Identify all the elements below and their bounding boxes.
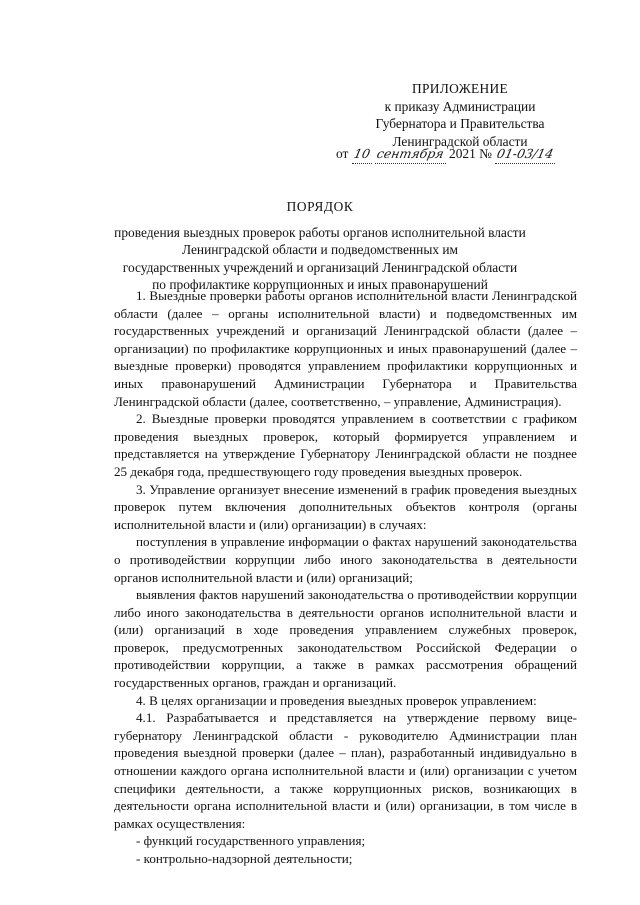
- paragraph-3: 3. Управление организует внесение изменений в график проведения выездных проверок путем включения дополнительных объектов контроля (органы исполнительной власти и (или) организации) в случаях:: [114, 481, 577, 532]
- date-month: сентября: [375, 145, 446, 164]
- paragraph-3-case-1: поступления в управление информации о фактах нарушений законодательства о противодействии коррупции либо иного законодательства в деятельности органов исполнительной власти и (или) организаций;: [114, 534, 577, 585]
- heading-line: государственных учреждений и организаций Ленинградской области: [122, 259, 518, 275]
- heading-line: по профилактике коррупционных и иных правонарушений: [152, 277, 488, 292]
- date-day: 10: [352, 145, 372, 164]
- date-prefix: от: [336, 146, 349, 161]
- appendix-title: ПРИЛОЖЕНИЕ: [412, 81, 508, 96]
- paragraph-4-1: 4.1. Разрабатывается и представляется на утверждение первому вице-губернатору Ленинградской области - руководителю Администрации план проведения выездной проверки (далее – план), разработанный индивидуально в отношении каждого органа исполнительной власти и (или) организации с учетом специфики деятельности, а также коррупционных рисков, возникающих в деятельности органа исполнительной власти и (или) организации, в том числе в рамках осуществления:: [114, 710, 577, 831]
- appendix-block: [330, 80, 590, 150]
- appendix-date-line: [336, 145, 555, 164]
- heading-line: Ленинградской области и подведомственных им: [182, 242, 458, 257]
- date-year: 2021 №: [449, 146, 492, 161]
- heading-line: проведения выездных проверок работы органов исполнительной власти: [114, 224, 526, 240]
- list-item: - контрольно-надзорной деятельности;: [136, 851, 353, 866]
- paragraph-1: 1. Выездные проверки работы органов исполнительной власти Ленинградской области (далее – органы исполнительной власти) и подведомственных им государственных учреждений и организаций Ленинградской области (далее – организации) по профилактике коррупционных и иных правонарушений (далее – выездные проверки) проводятся управлением профилактики коррупционных и иных правонарушений Администрации Губернатора и Правительства Ленинградской области (далее, соответственно, – управление, Администрация).: [114, 288, 577, 409]
- heading-title: ПОРЯДОК: [286, 199, 354, 214]
- appendix-line: Губернатора и Правительства: [375, 116, 545, 131]
- paragraph-4: 4. В целях организации и проведения выездных проверок управлением:: [136, 692, 537, 708]
- paragraph-2: 2. Выездные проверки проводятся управлением в соответствии с графиком проведения выездных проверок, который формируется управлением и представляется на утверждение Губернатору Ленинградской области не позднее 25 декабря года, предшествующего году проведения выездных проверок.: [114, 411, 577, 479]
- document-number: 01-03/14: [495, 145, 555, 164]
- paragraph-3-case-2: выявления фактов нарушений законодательства о противодействии коррупции либо иного законодательства в деятельности органов исполнительной власти и (или) организаций в ходе проведения управлением служебных проверок, проверок, предусмотренных законодательством Российской Федерации о противодействии коррупции, а также в рамках рассмотрения обращений государственных органов, граждан и организаций.: [114, 587, 577, 691]
- document-body: [114, 287, 577, 868]
- document-heading: [110, 198, 530, 294]
- appendix-line: к приказу Администрации: [384, 98, 536, 114]
- list-item: - функций государственного управления;: [136, 833, 366, 849]
- appendix-line: Ленинградской области: [392, 133, 528, 149]
